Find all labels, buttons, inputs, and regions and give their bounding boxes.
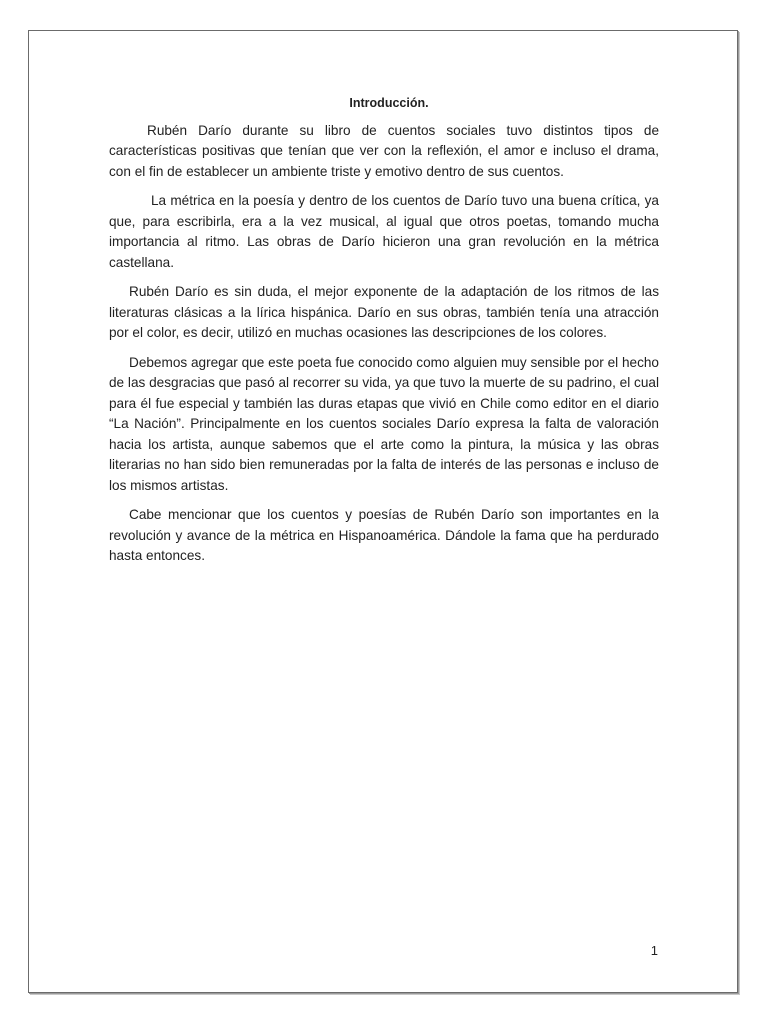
paragraph-4: Debemos agregar que este poeta fue conocido como alguien muy sensible por el hecho de las desgracias que pasó al recorrer su vida, ya que tuvo la muerte de su padrino, el cual para él fue especial y también las duras etapas que vivió en Chile como editor en el diario “La Nación”. Principalmente en los cuentos sociales Darío expresa la falta de valoración hacia los artista, aunque sabemos que el arte como la pintura, la música y las obras literarias no han sido bien remuneradas por la falta de interés de las personas e incluso de los mismos artistas. (109, 354, 659, 493)
page-content (109, 93, 659, 576)
page-number: 1 (650, 943, 658, 958)
paragraph-5: Cabe mencionar que los cuentos y poesías de Rubén Darío son importantes en la revolución y avance de la métrica en Hispanoamérica. Dándole la fama que ha perdurado hasta entonces. (109, 507, 659, 563)
paragraph-3: Rubén Darío es sin duda, el mejor exponente de la adaptación de los ritmos de las literaturas clásicas a la lírica hispánica. Darío en sus obras, también tenía una atracción por el color, es decir, utilizó en muchas ocasiones las descripciones de los colores. (109, 284, 659, 340)
document-page (28, 30, 738, 993)
paragraph-2: La métrica en la poesía y dentro de los cuentos de Darío tuvo una buena crítica, ya que, para escribirla, era a la vez musical, al igual que otros poetas, tomando mucha importancia al ritmo. Las obras de Darío hicieron una gran revolución en la métrica castellana. (109, 193, 659, 270)
paragraph-1: Rubén Darío durante su libro de cuentos sociales tuvo distintos tipos de características positivas que tenían que ver con la reflexión, el amor e incluso el drama, con el fin de establecer un ambiente triste y emotivo dentro de sus cuentos. (109, 122, 659, 179)
document-title: Introducción. (349, 96, 429, 110)
